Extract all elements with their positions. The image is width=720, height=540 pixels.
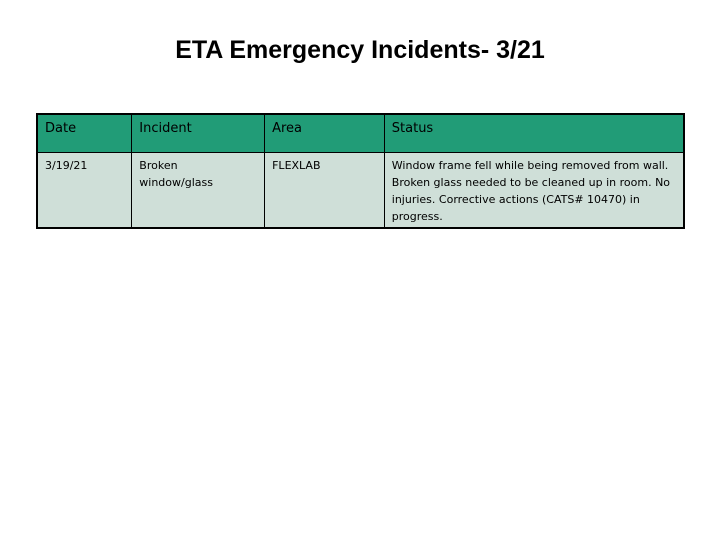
cell-area: FLEXLAB — [265, 152, 385, 228]
column-header-incident: Incident — [132, 114, 265, 152]
cell-date: 3/19/21 — [37, 152, 132, 228]
table-header-row — [37, 114, 684, 152]
incidents-table — [36, 113, 685, 229]
incident-text: Broken window/glass — [139, 158, 213, 189]
cell-incident — [132, 152, 265, 228]
cell-status: Window frame fell while being removed from wall. Broken glass needed to be cleaned up in room. No injuries. Corrective actions (CATS# 10470) in progress. — [384, 152, 684, 228]
table-row — [37, 152, 684, 228]
column-header-status: Status — [384, 114, 684, 152]
column-header-area: Area — [265, 114, 385, 152]
page-title: ETA Emergency Incidents- 3/21 — [175, 36, 545, 64]
column-header-date: Date — [37, 114, 132, 152]
